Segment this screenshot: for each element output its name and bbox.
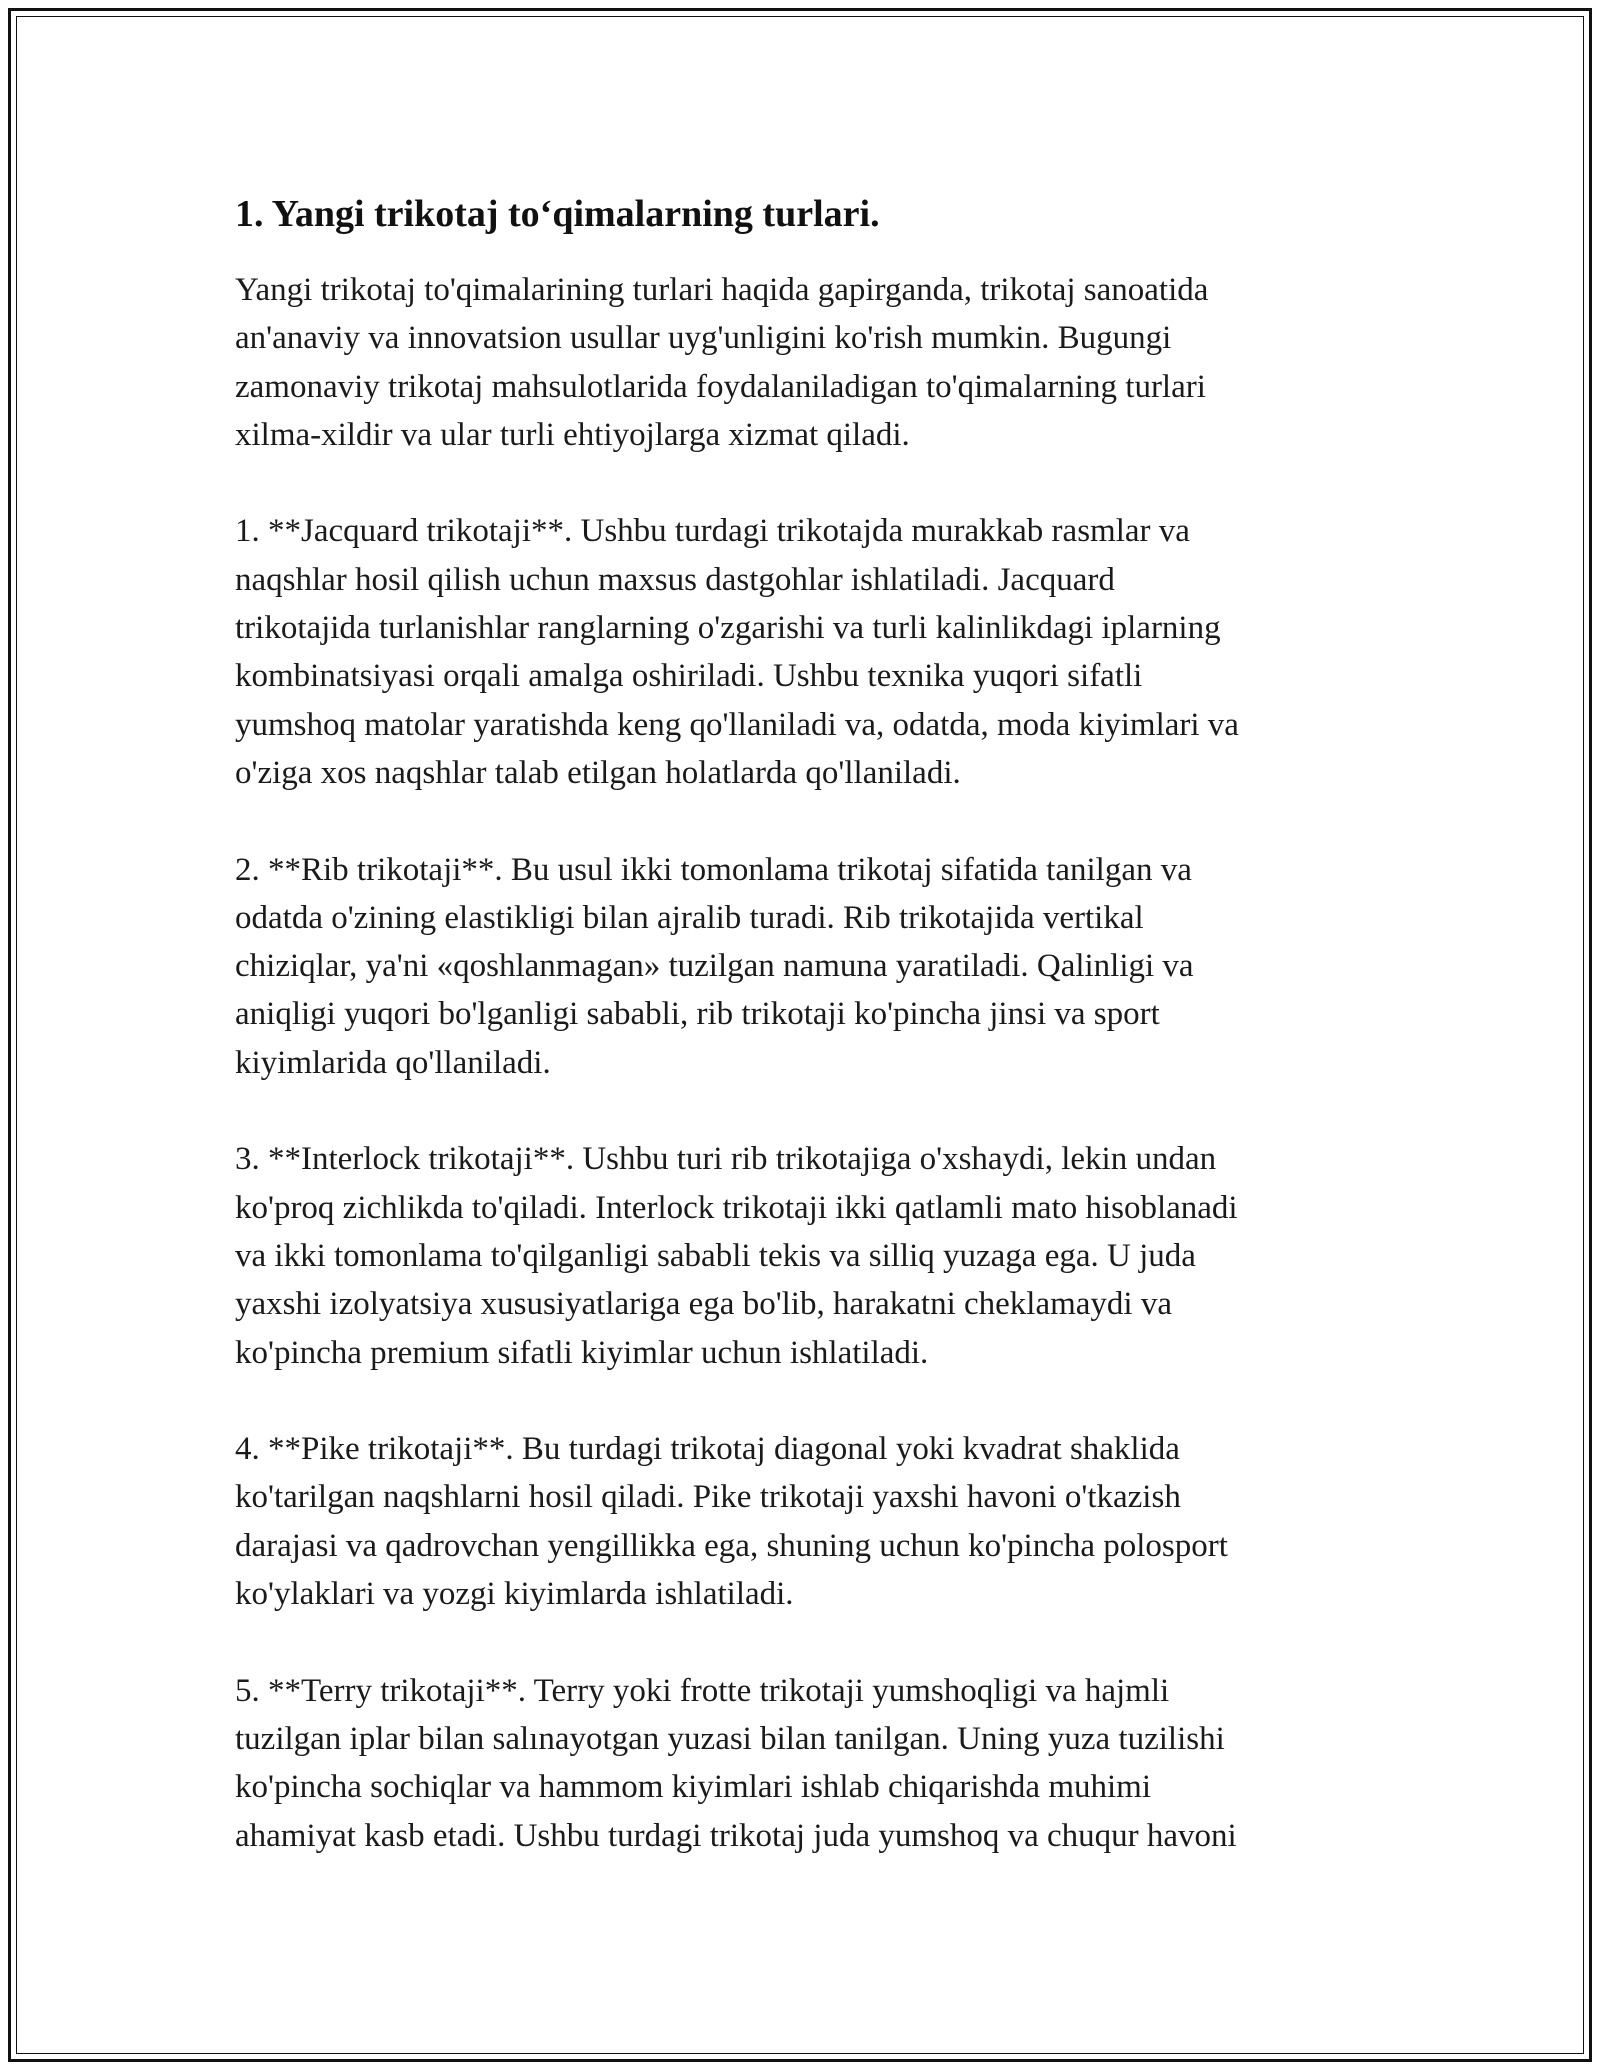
text-line: darajasi va qadrovchan yengillikka ega, shuning uchun ko'pincha polosport bbox=[235, 1527, 1228, 1564]
text-line: ko'proq zichlikda to'qiladi. Interlock trikotaji ikki qatlamli mato hisoblanadi bbox=[235, 1189, 1238, 1226]
text-line: 5. **Terry trikotaji**. Terry yoki frotte trikotaji yumshoqligi va hajmli bbox=[235, 1672, 1170, 1709]
text-line: 3. **Interlock trikotaji**. Ushbu turi rib trikotajiga o'xshaydi, lekin undan bbox=[235, 1141, 1217, 1178]
text-line: yumshoq matolar yaratishda keng qo'llaniladi va, odatda, moda kiyimlari va bbox=[235, 706, 1239, 743]
paragraph-intro bbox=[235, 266, 1380, 459]
text-line: kiyimlarida qo'llaniladi. bbox=[235, 1044, 551, 1081]
text-line: 1. **Jacquard trikotaji**. Ushbu turdagi trikotajda murakkab rasmlar va bbox=[235, 513, 1190, 550]
text-line: ko'pincha premium sifatli kiyimlar uchun ishlatiladi. bbox=[235, 1334, 929, 1371]
text-line: an'anaviy va innovatsion usullar uyg'unligini ko'rish mumkin. Bugungi bbox=[235, 320, 1172, 357]
text-line: 2. **Rib trikotaji**. Bu usul ikki tomonlama trikotaj sifatida tanilgan va bbox=[235, 851, 1192, 888]
text-line: tuzilgan iplar bilan salınayotgan yuzasi bilan tanilgan. Uning yuza tuzilishi bbox=[235, 1720, 1225, 1757]
paragraph-jacquard bbox=[235, 507, 1380, 797]
text-line: o'ziga xos naqshlar talab etilgan holatlarda qo'llaniladi. bbox=[235, 754, 961, 791]
text-line: ko'pincha sochiqlar va hammom kiyimlari ishlab chiqarishda muhimi bbox=[235, 1769, 1152, 1806]
text-line: trikotajida turlanishlar ranglarning o'zgarishi va turli kalinlikdagi iplarning bbox=[235, 610, 1221, 647]
text-line: kombinatsiyasi orqali amalga oshiriladi. Ushbu texnika yuqori sifatli bbox=[235, 658, 1143, 695]
paragraph-interlock bbox=[235, 1135, 1380, 1376]
text-line: naqshlar hosil qilish uchun maxsus dastgohlar ishlatiladi. Jacquard bbox=[235, 561, 1115, 598]
text-line: 4. **Pike trikotaji**. Bu turdagi trikotaj diagonal yoki kvadrat shaklida bbox=[235, 1431, 1180, 1468]
text-line: odatda o'zining elastikligi bilan ajralib turadi. Rib trikotajida vertikal bbox=[235, 899, 1144, 936]
paragraph-pike bbox=[235, 1425, 1380, 1618]
text-line: ahamiyat kasb etadi. Ushbu turdagi trikotaj juda yumshoq va chuqur havoni bbox=[235, 1817, 1237, 1854]
section-heading: 1. Yangi trikotaj to‘qimalarning turlari. bbox=[235, 193, 880, 235]
text-line: xilma-xildir va ular turli ehtiyojlarga xizmat qiladi. bbox=[235, 416, 910, 453]
text-line: ko'ylaklari va yozgi kiyimlarda ishlatiladi. bbox=[235, 1576, 794, 1613]
paragraph-terry bbox=[235, 1667, 1380, 1860]
text-line: aniqligi yuqori bo'lganligi sababli, rib trikotaji ko'pincha jinsi va sport bbox=[235, 996, 1160, 1033]
text-line: chiziqlar, ya'ni «qoshlanmagan» tuzilgan namuna yaratiladi. Qalinligi va bbox=[235, 948, 1194, 985]
text-line: Yangi trikotaj to'qimalarining turlari haqida gapirganda, trikotaj sanoatida bbox=[235, 272, 1209, 308]
document-body bbox=[235, 190, 1380, 1860]
text-line: zamonaviy trikotaj mahsulotlarida foydalaniladigan to'qimalarning turlari bbox=[235, 368, 1206, 405]
text-line: yaxshi izolyatsiya xususiyatlariga ega bo'lib, harakatni cheklamaydi va bbox=[235, 1286, 1172, 1323]
text-line: ko'tarilgan naqshlarni hosil qiladi. Pike trikotaji yaxshi havoni o'tkazish bbox=[235, 1479, 1181, 1516]
text-line: va ikki tomonlama to'qilganligi sababli tekis va silliq yuzaga ega. U juda bbox=[235, 1237, 1196, 1274]
paragraph-rib bbox=[235, 846, 1380, 1087]
